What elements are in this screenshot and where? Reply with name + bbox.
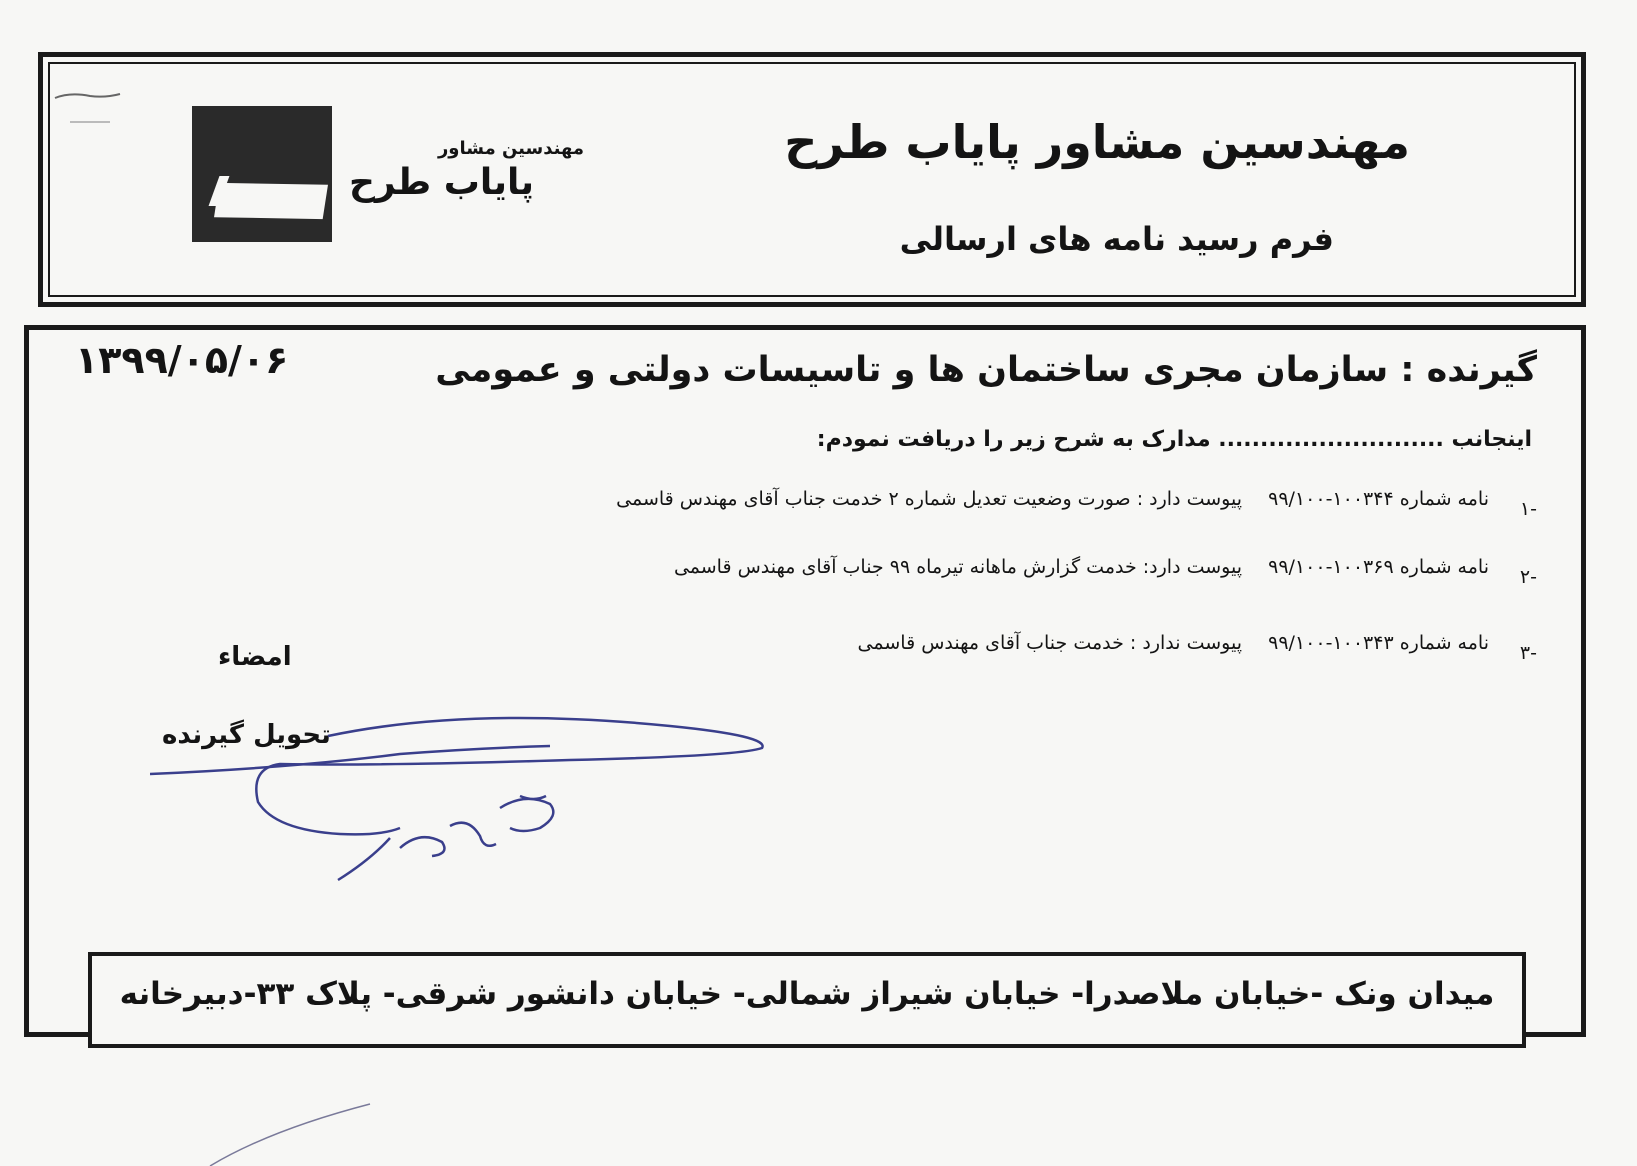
- attachment-description: پیوست دارد: خدمت گزارش ماهانه تیرماه ۹۹ جناب آقای مهندس قاسمی: [673, 556, 1242, 578]
- intro-line: اینجانب ........................... مدارک به شرح زیر را دریافت نمودم:: [816, 427, 1532, 452]
- document-date: ۱۳۹۹/۰۵/۰۶: [75, 338, 289, 382]
- recipient-line: گیرنده : سازمان مجری ساختمان ها و تاسیسات دولتی و عمومی: [435, 350, 1537, 390]
- attachment-description: پیوست ندارد : خدمت جناب آقای مهندس قاسمی: [857, 632, 1242, 654]
- signature-label: امضاء: [218, 642, 292, 672]
- pen-stray-line: [200, 1100, 400, 1166]
- company-logo-icon: [192, 106, 332, 242]
- company-name: مهندسین مشاور پایاب طرح: [784, 115, 1410, 169]
- letter-number: نامه شماره ۱۰۰۳۴۴-۹۹/۱۰۰: [1268, 488, 1489, 510]
- attachment-description: پیوست دارد : صورت وضعیت تعدیل شماره ۲ خدمت جناب آقای مهندس قاسمی: [616, 488, 1242, 510]
- letter-number: نامه شماره ۱۰۰۳۴۳-۹۹/۱۰۰: [1268, 632, 1489, 654]
- item-number: -۱: [1519, 498, 1537, 520]
- logo-subtext: مهندسین مشاور: [437, 138, 584, 159]
- address-footer: [88, 952, 1526, 1048]
- item-number: -۳: [1519, 642, 1537, 664]
- letter-number: نامه شماره ۱۰۰۳۶۹-۹۹/۱۰۰: [1268, 556, 1489, 578]
- receiver-label: تحویل گیرنده: [162, 720, 331, 750]
- address-text: میدان ونک -خیابان ملاصدرا- خیابان شیراز شمالی- خیابان دانشور شرقی- پلاک ۳۳-دبیرخانه: [119, 976, 1495, 1012]
- logo-name: پایاب طرح: [348, 162, 534, 203]
- item-number: -۲: [1519, 566, 1537, 588]
- form-title: فرم رسید نامه های ارسالی: [899, 220, 1334, 258]
- handwritten-signature: [150, 712, 790, 882]
